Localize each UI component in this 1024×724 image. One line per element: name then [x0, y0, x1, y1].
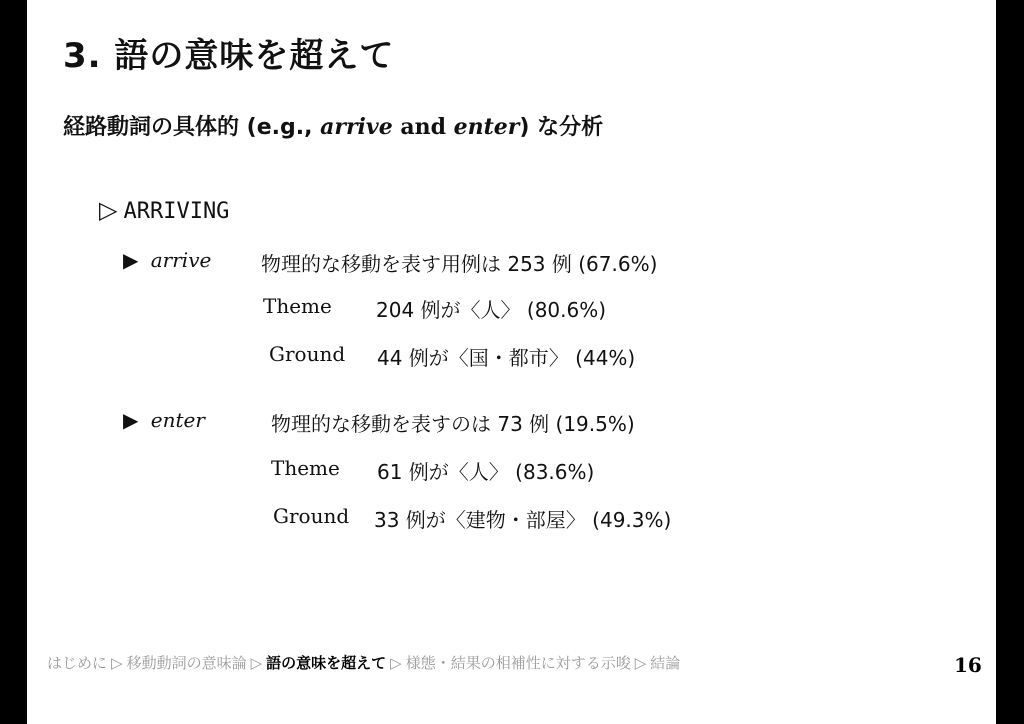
- section-heading: [99, 196, 229, 224]
- subtitle-prefix: 経路動詞の具体的 (e.g.,: [63, 115, 321, 140]
- footer-item[interactable]: 様態・結果の相補性に対する示唆: [405, 654, 631, 672]
- slide: [27, 0, 996, 724]
- enter-ground-value: 33 例が〈建物・部屋〉 (49.3%): [374, 508, 672, 532]
- footer-separator-icon: ▷: [111, 654, 123, 672]
- enter-theme-value: 61 例が〈人〉 (83.6%): [377, 460, 595, 484]
- enter-bullet-row: [123, 408, 205, 432]
- footer-nav: [47, 652, 680, 673]
- slide-title: 3. 語の意味を超えて: [63, 36, 395, 76]
- footer-separator-icon: ▷: [390, 654, 402, 672]
- footer-item[interactable]: 結論: [650, 654, 681, 672]
- arrive-summary: 物理的な移動を表す用例は 253 例 (67.6%): [261, 252, 658, 276]
- enter-summary: 物理的な移動を表すのは 73 例 (19.5%): [271, 412, 635, 436]
- bullet-triangle-icon: ▶: [123, 408, 139, 432]
- enter-theme-label: Theme: [271, 456, 340, 480]
- subtitle-and: and: [392, 114, 454, 140]
- footer-separator-icon: ▷: [250, 654, 263, 672]
- footer-separator-icon: ▷: [634, 654, 647, 672]
- section-label: ARRIVING: [123, 199, 230, 224]
- arrive-theme-label: Theme: [263, 294, 332, 318]
- arrive-theme-value: 204 例が〈人〉 (80.6%): [376, 298, 607, 322]
- arrive-ground-label: Ground: [269, 342, 346, 366]
- footer-item-current[interactable]: 語の意味を超えて: [266, 654, 387, 672]
- subtitle-enter: enter: [453, 114, 520, 140]
- arrive-verb: arrive: [150, 248, 212, 272]
- enter-ground-label: Ground: [273, 504, 350, 528]
- slide-subtitle: [63, 110, 603, 141]
- arrive-ground-value: 44 例が〈国・都市〉 (44%): [377, 346, 636, 370]
- subtitle-suffix: ) な分析: [519, 115, 604, 140]
- triangle-outline-icon: ▷: [99, 196, 118, 224]
- subtitle-arrive: arrive: [320, 114, 393, 140]
- footer-item[interactable]: 移動動詞の意味論: [126, 654, 247, 672]
- footer-item[interactable]: はじめに: [47, 654, 108, 672]
- enter-verb: enter: [150, 408, 205, 432]
- page-number: 16: [954, 653, 982, 677]
- arrive-bullet-row: [123, 248, 211, 272]
- bullet-triangle-icon: ▶: [123, 248, 139, 272]
